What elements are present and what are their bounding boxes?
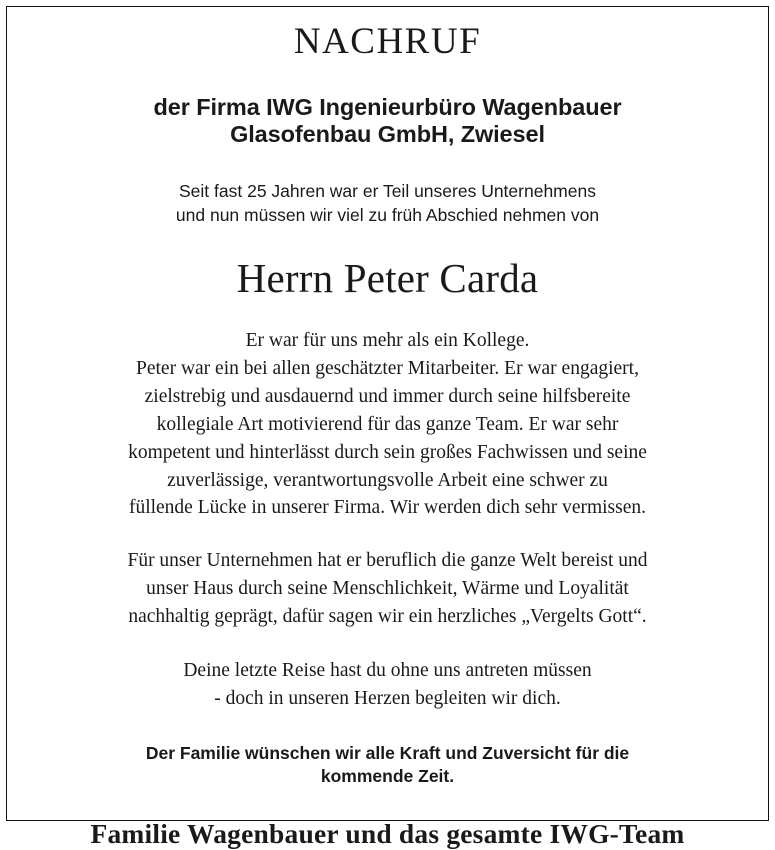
farewell-line-2: - doch in unseren Herzen begleiten wir dich. <box>214 687 561 709</box>
farewell-line-1: Deine letzte Reise hast du ohne uns antreten müssen <box>183 659 592 681</box>
intro-line-2: und nun müssen wir viel zu früh Abschied nehmen von <box>175 204 600 225</box>
travel-line-2: unser Haus durch seine Menschlichkeit, Wärme und Loyalität <box>146 578 629 600</box>
obituary-notice <box>6 6 769 849</box>
tribute-line-4: kollegiale Art motivierend für das ganze Team. Er war sehr <box>156 413 619 435</box>
travel-line-3: nachhaltig geprägt, dafür sagen wir ein herzliches „Vergelts Gott“. <box>128 606 647 628</box>
tribute-line-7: füllende Lücke in unserer Firma. Wir werden dich sehr vermissen. <box>128 497 647 519</box>
travel-line-1: Für unser Unternehmen hat er beruflich die ganze Welt bereist und <box>127 550 648 572</box>
tribute-line-3: zielstrebig und ausdauernd und immer durch seine hilfsbereite <box>144 385 631 407</box>
company-name-line-2: Glasofenbau GmbH, Zwiesel <box>230 121 545 148</box>
family-wish-text <box>41 742 734 789</box>
company-name-line-1: der Firma IWG Ingenieurbüro Wagenbauer <box>153 93 622 120</box>
travel-text <box>41 547 734 631</box>
tribute-line-6: zuverlässige, verantwortungsvolle Arbeit eine schwer zu <box>167 469 608 491</box>
intro-line-1: Seit fast 25 Jahren war er Teil unseres Unternehmens <box>179 180 596 201</box>
page-title: NACHRUF <box>293 21 482 62</box>
family-wish-line-1: Der Familie wünschen wir alle Kraft und Zuversicht für die <box>145 742 630 763</box>
tribute-line-2: Peter war ein bei allen geschätzter Mitarbeiter. Er war engagiert, <box>136 358 639 380</box>
company-name <box>41 94 734 149</box>
deceased-name: Herrn Peter Carda <box>236 255 539 302</box>
tribute-line-5: kompetent und hinterlässt durch sein großes Fachwissen und seine <box>128 441 647 463</box>
signature: Familie Wagenbauer und das gesamte IWG-Team <box>90 817 685 849</box>
tribute-text <box>41 327 734 522</box>
farewell-text <box>41 657 734 713</box>
family-wish-line-2: kommende Zeit. <box>320 766 455 787</box>
intro-text <box>41 179 734 227</box>
tribute-line-1: Er war für uns mehr als ein Kollege. <box>245 330 530 352</box>
